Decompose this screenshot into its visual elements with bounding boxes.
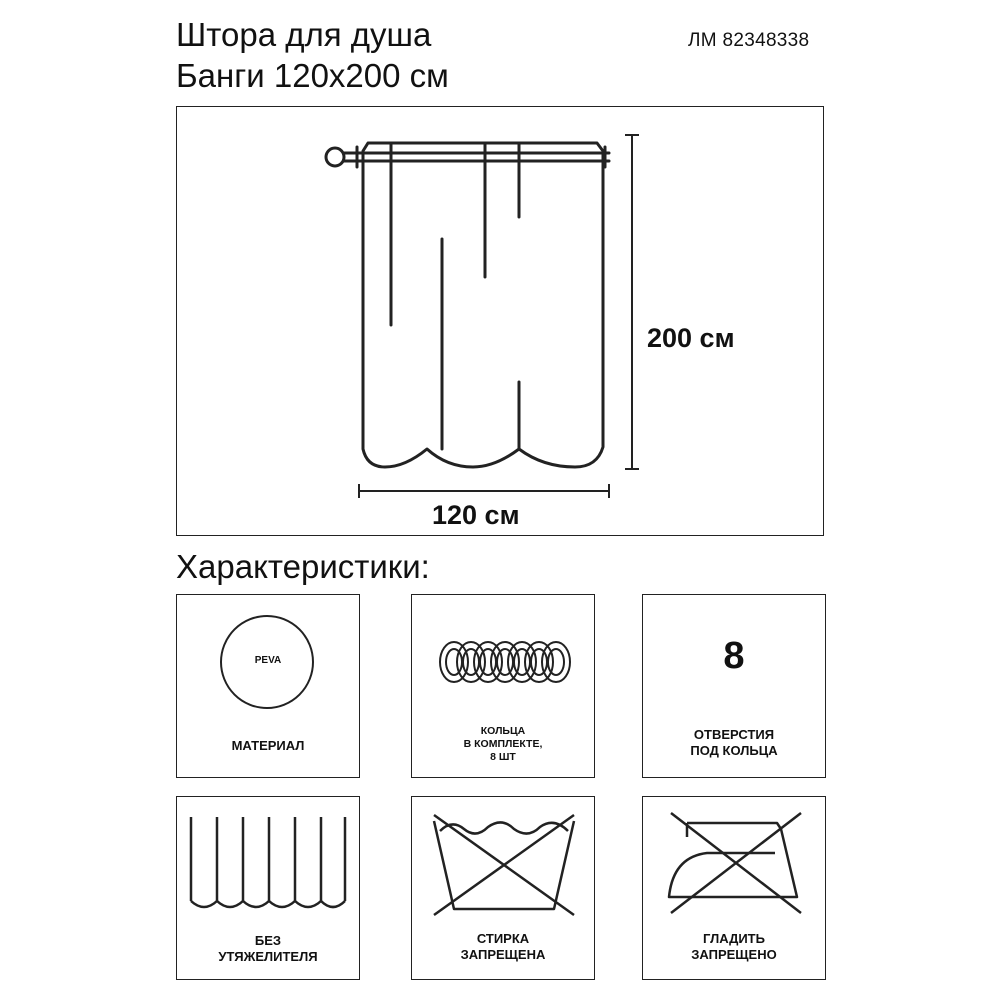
- product-title-line2: Банги 120x200 см: [176, 57, 449, 94]
- material-label: МАТЕРИАЛ: [231, 738, 305, 753]
- no-wash-label: СТИРКА ЗАПРЕЩЕНА: [460, 931, 546, 962]
- product-title: [176, 14, 449, 96]
- curtain-diagram: [176, 106, 824, 536]
- holes-card: [642, 594, 826, 778]
- material-icon-text: PEVA: [254, 655, 282, 666]
- holes-count: 8: [723, 635, 745, 677]
- no-iron-card: [642, 796, 826, 980]
- product-sku: ЛМ 82348338: [688, 30, 810, 51]
- no-weight-label: БЕЗ УТЯЖЕЛИТЕЛЯ: [218, 933, 318, 964]
- rings-label: КОЛЬЦА В КОМПЛЕКТЕ, 8 ШТ: [463, 725, 543, 763]
- characteristics-title: Характеристики:: [176, 548, 430, 585]
- no-weight-card: [176, 796, 360, 980]
- product-title-line1: Штора для душа: [176, 16, 432, 53]
- height-dimension-label: 200 см: [647, 323, 735, 353]
- rings-card: [411, 594, 595, 778]
- material-card: [176, 594, 360, 778]
- no-iron-label: ГЛАДИТЬ ЗАПРЕЩЕНО: [691, 931, 777, 962]
- holes-label: ОТВЕРСТИЯ ПОД КОЛЬЦА: [690, 727, 778, 758]
- no-wash-card: [411, 796, 595, 980]
- curtain-drawing-icon: [177, 107, 825, 537]
- width-dimension-label: 120 см: [432, 500, 520, 530]
